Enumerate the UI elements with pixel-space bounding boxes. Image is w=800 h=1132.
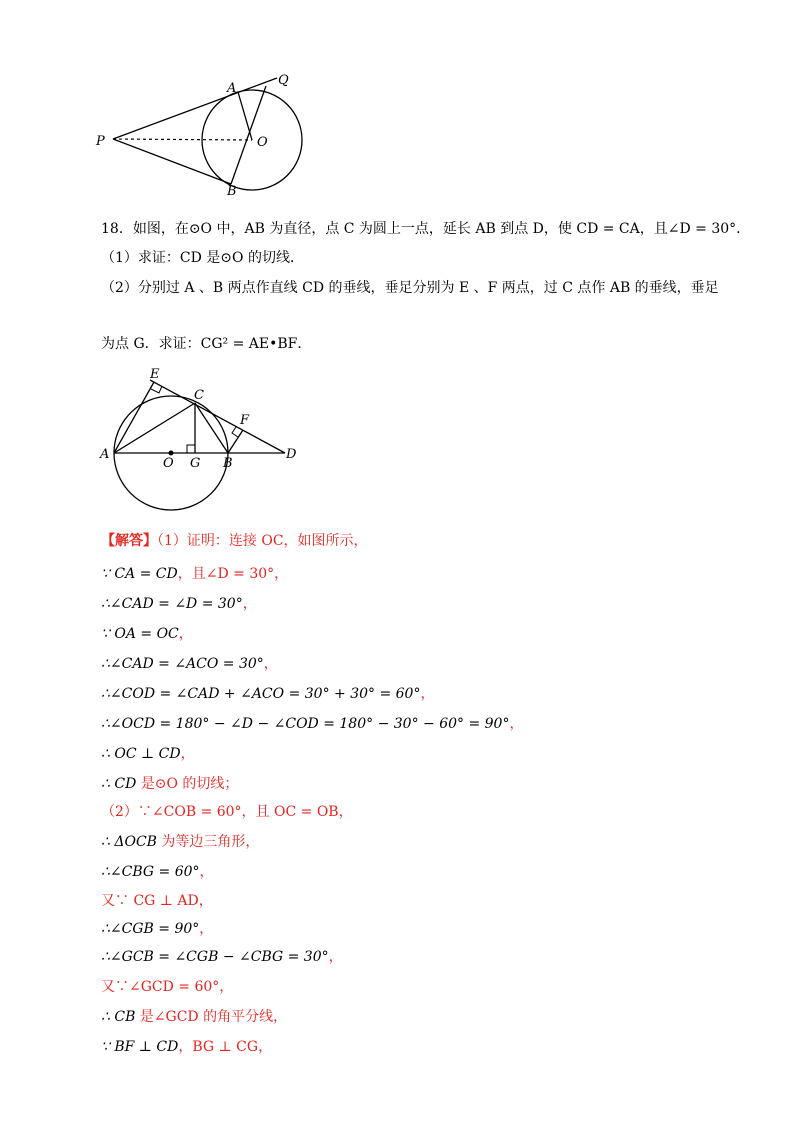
figure-tangent-circle [90,70,320,200]
tangent-pa-extended [113,78,277,139]
label-b: B [227,184,237,199]
problem-part2-line1: （2）分别过 A 、B 两点作直线 CD 的垂线，垂足分别为 E 、F 两点，过 C 点作 AB 的垂线，垂足 [101,280,719,296]
label-b2: B [223,456,233,471]
solution-text: ， [199,864,214,880]
figure-tangent-cd [95,365,315,515]
tangent-pb [113,139,231,184]
solution-line [101,623,193,643]
label-o2: O [163,456,174,471]
solution-heading: 【解答】 [101,533,157,549]
solution-line [101,946,343,966]
label-f: F [240,413,250,428]
solution-text: ， [180,746,195,762]
solution-line [101,890,213,910]
segment-bf [228,430,243,453]
segment-ae [114,382,154,453]
solution-line [101,743,195,763]
label-q: Q [278,73,289,88]
right-angle-f [232,427,238,437]
solution-math: ∵ CA = CD [101,566,178,582]
solution-text: ， [178,626,193,642]
solution-text: ，BG ⊥ CG， [178,1039,273,1055]
solution-math: ∴∠CAD = ∠D = 30° [101,596,243,612]
solution-text: （1）证明：连接 OC，如图所示， [157,533,368,549]
solution-line [101,861,214,881]
segment-ac [114,403,195,453]
solution-math: ∴∠CAD = ∠ACO = 30° [101,656,264,672]
solution-text: （2）∵∠COB = 60°，且 OC = OB， [101,804,353,820]
label-a: A [227,81,237,96]
solution-text: ， [420,686,435,702]
solution-line [101,976,233,996]
solution-text: ， [509,716,524,732]
solution-text: 又∵∠GCD = 60°， [101,979,234,995]
solution-math: ∴ OC ⊥ CD [101,746,181,762]
solution-text: ， [242,596,257,612]
solution-math: ∴ CD [101,776,137,792]
label-c: C [194,388,204,403]
solution-line [101,773,238,793]
solution-line [101,713,523,733]
label-o: O [257,135,268,150]
solution-line [101,1036,272,1056]
solution-line [101,1006,287,1026]
label-a2: A [100,447,110,462]
solution-math: ∴∠CGB = 90° [101,921,200,937]
right-angle-e [151,386,162,393]
dashed-po [113,139,252,140]
solution-line [101,918,213,938]
solution-line [101,593,257,613]
solution-text: ， [199,921,214,937]
solution-line [101,653,278,673]
solution-text: 是∠GCD 的角平分线， [135,1009,288,1025]
solution-math: ∴∠OCD = 180° − ∠D − ∠COD = 180° − 30° − 60° = 90° [101,716,510,732]
solution-line [101,683,434,703]
label-p: P [96,134,105,149]
solution-math: ∴∠COD = ∠CAD + ∠ACO = 30° + 30° = 60° [101,686,421,702]
solution-text: 是⊙O 的切线； [136,776,239,792]
right-angle-g [187,445,195,453]
solution-line [101,801,353,821]
label-g: G [190,456,201,471]
solution-math: ∴∠GCB = ∠CGB − ∠CBG = 30° [101,949,329,965]
label-e: E [150,367,160,382]
solution-math: ∵ BF ⊥ CD [101,1039,179,1055]
solution-math: ∴∠CBG = 60° [101,864,200,880]
center-dot [169,451,174,456]
line-ec-d [150,380,285,453]
solution-text: ， [328,949,343,965]
solution-math: ∴ ΔOCB [101,834,157,850]
problem-statement: 18．如图，在⊙O 中，AB 为直径，点 C 为圆上一点，延长 AB 到点 D，使 CD = CA，且∠D = 30°． [101,221,751,237]
solution-line [101,831,259,851]
solution-text: ，且∠D = 30°， [177,566,289,582]
solution-text: 又∵ CG ⊥ AD， [101,893,213,909]
solution-math: ∵ OA = OC [101,626,179,642]
label-d: D [286,447,297,462]
solution-line [101,563,288,583]
solution-line [101,530,368,550]
solution-math: ∴ CB [101,1009,136,1025]
segment-cb [195,403,228,453]
solution-text: 为等边三角形， [156,834,260,850]
problem-part2-line2: 为点 G．求证：CG² = AE•BF． [101,336,312,352]
problem-part1: （1）求证：CD 是⊙O 的切线． [101,250,304,266]
solution-text: ， [263,656,278,672]
